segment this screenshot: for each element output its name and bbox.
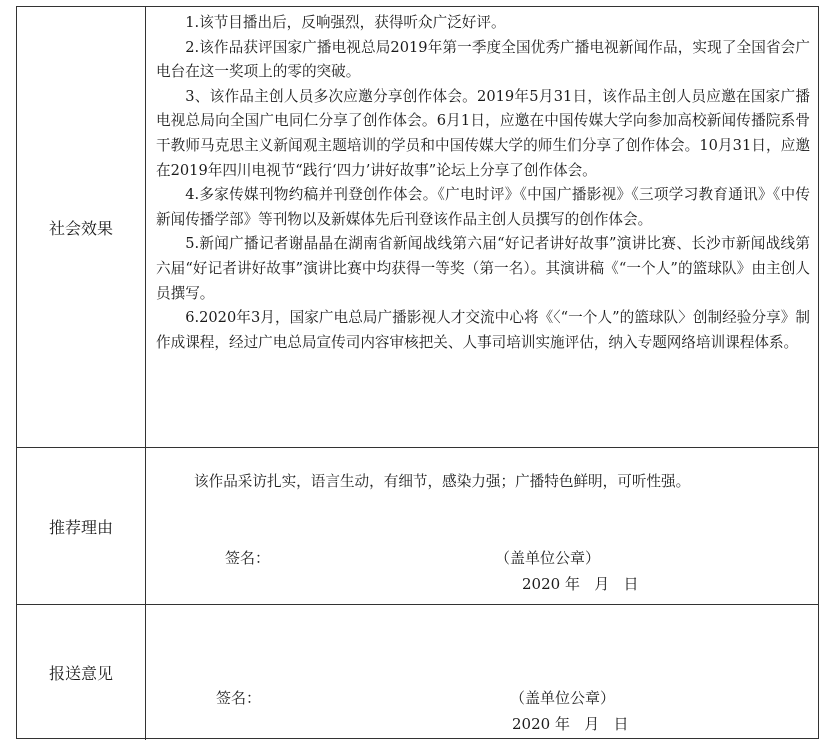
submission-seal-label: （盖单位公章） (510, 689, 616, 707)
submission-opinion-row (17, 605, 818, 740)
recommendation-signature-label: 签名： (225, 549, 271, 567)
recommendation-text: 该作品采访扎实，语言生动，有细节，感染力强；广播特色鲜明，可听性强。 (194, 473, 691, 490)
social-effect-paragraph: 4.多家传媒刊物约稿并刊登创作体会。《广电时评》《中国广播影视》《三项学习教育通讯》《中传新闻传播学部》等刊物以及新媒体先后刊登该作品主创人员撰写的创作体会。 (156, 186, 810, 228)
social-effect-paragraph: 3、该作品主创人员多次应邀分享创作体会。2019年5月31日，该作品主创人员应邀在国家广播电视总局向全国广电同仁分享了创作体会。6月1日，应邀在中国传媒大学向参加高校新闻传播院系骨干教师马克思主义新闻观主题培训的学员和中国传媒大学的师生们分享了创作体会。10月31日，应邀在2019年四川电视节“践行‘四力’讲好故事”论坛上分享了创作体会。 (156, 87, 810, 179)
social-effect-content (146, 7, 818, 447)
social-effect-row (17, 7, 818, 448)
social-effect-paragraph: 6.2020年3月，国家广电总局广播影视人才交流中心将《〈“一个人”的篮球队〉创制经验分享》制作成课程，经过广电总局宣传司内容审核把关、人事司培训实施评估，纳入专题网络培训课程体系。 (156, 309, 810, 351)
submission-opinion-content (146, 605, 818, 740)
social-effect-paragraph: 2.该作品获评国家广播电视总局2019年第一季度全国优秀广播电视新闻作品，实现了全国省会广电台在这一奖项上的零的突破。 (156, 38, 810, 81)
recommendation-label: 推荐理由 (17, 448, 146, 604)
social-effect-label: 社会效果 (17, 7, 146, 447)
recommendation-seal-label: （盖单位公章） (495, 549, 601, 567)
submission-signature-label: 签名： (216, 689, 262, 707)
recommendation-row (17, 448, 818, 605)
nomination-form-table (16, 6, 819, 739)
social-effect-paragraph: 1.该节目播出后，反响强烈，获得听众广泛好评。 (185, 14, 506, 31)
social-effect-text (146, 7, 818, 355)
submission-date: 2020 年 月 日 (512, 715, 629, 733)
recommendation-content (146, 448, 818, 604)
recommendation-date: 2020 年 月 日 (522, 575, 639, 593)
submission-opinion-label: 报送意见 (17, 605, 146, 740)
social-effect-paragraph: 5.新闻广播记者谢晶晶在湖南省新闻战线第六届“好记者讲好故事”演讲比赛、长沙市新闻战线第六届“好记者讲好故事”演讲比赛中均获得一等奖（第一名）。其演讲稿《“一个人”的篮球队》由主创人员撰写。 (156, 235, 810, 302)
